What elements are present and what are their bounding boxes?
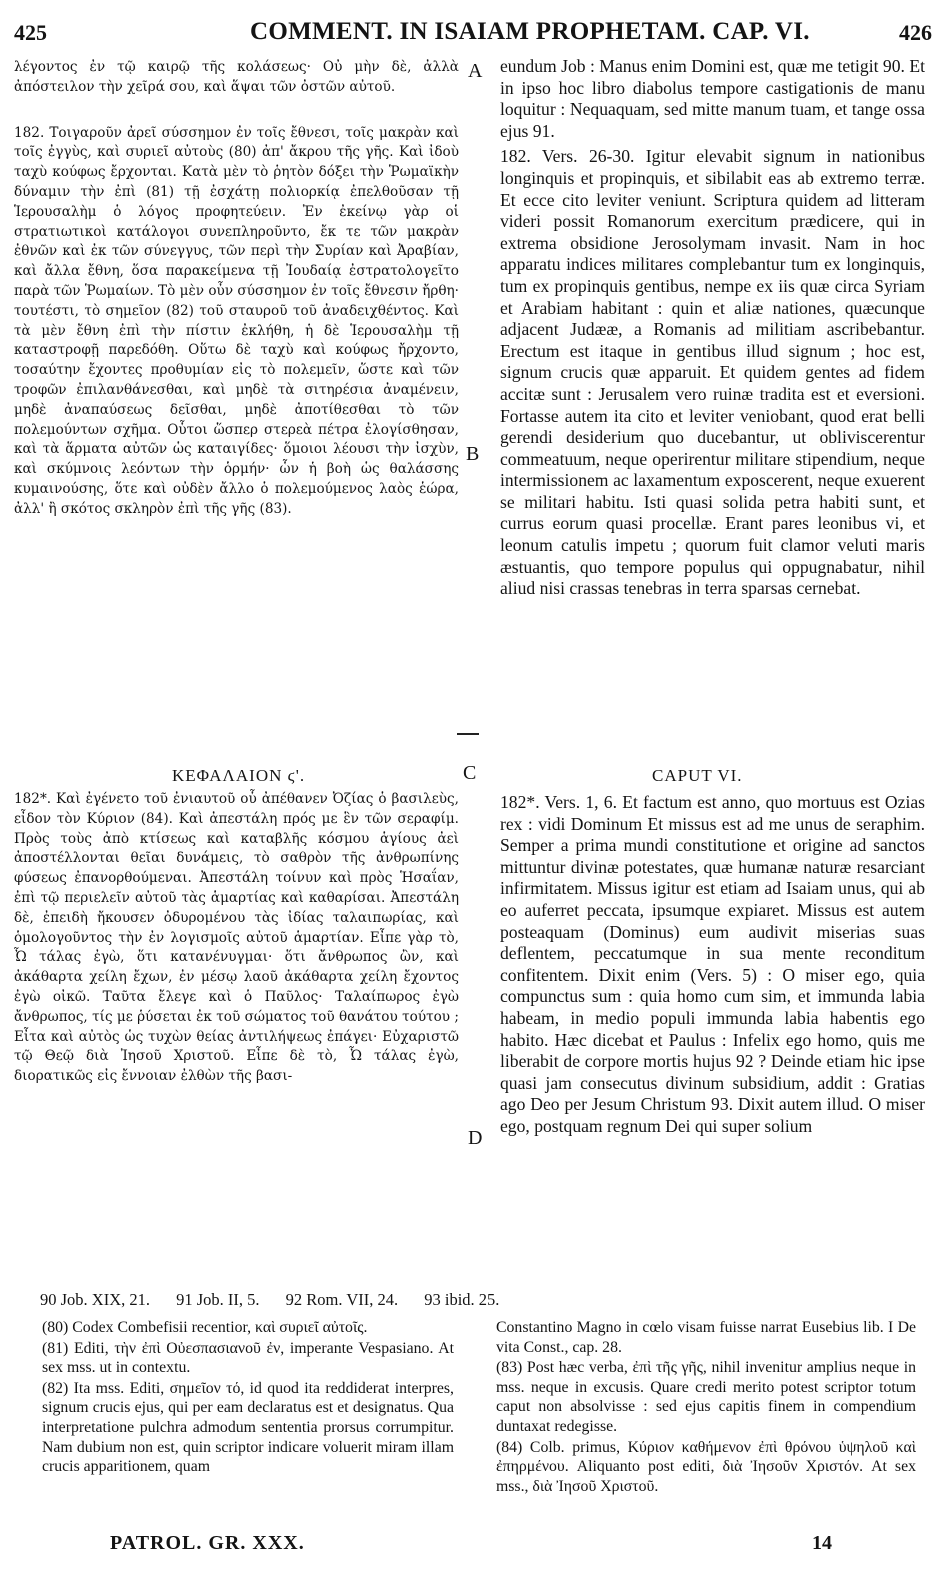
greek-paragraph: 182. Τοιγαροῦν ἀρεῖ σύσσημον ἐν τοῖς ἔθνεσι, τοῖς μακρὰν καὶ τοῖς ἐγγὺς, καὶ συριεῖ αὐτοὺς (80) ἀπ' ἄκρου τῆς γῆς. Καὶ ἰδοὺ ταχὺ κούφως ἔρχονται. Κατὰ μὲν τὸ ῥητὸν δόξει τὴν Ῥωμαϊκὴν δύναμιν τὴν ἐπὶ (81) τῇ ἐσχάτῃ πολιορκίᾳ ἐπελθοῦσαν τῇ Ἱερουσαλὴμ ὁ λόγος προφητεύειν. Ἐν ἐκείνῳ γὰρ οἱ στρατιωτικοὶ κατάλογοι συνεπληροῦντο, ἔκ τε τῶν μακρὰν ἐθνῶν καὶ ἐκ τῶν σύνεγγυς, τῶν περὶ τὴν Συρίαν καὶ Ἀραβίαν, καὶ ἄλλα ἔθνη, ὅσα παρακείμενα τῇ Ἰουδαίᾳ ἐστρατολογεῖτο παρὰ τῶν Ῥωμαίων. Τὸ μὲν οὖν σύσσημον ἐν τοῖς ἔθνεσιν ἤρθη· τουτέστι, τὸ σημεῖον (82) τοῦ σταυροῦ τοῦ ἀναδειχθέντος. Καὶ τὰ μὲν ἔθνη ἐπὶ τὴν πίστιν ἐκλήθη, ἡ δὲ Ἱερουσαλὴμ τῇ καταστροφῇ παρεδόθη. Οὕτω δὲ ταχὺ καὶ κούφως ἤρχοντο, τοσαύτην ἔχοντες προθυμίαν εἰς τὸ πολεμεῖν, ὥστε καὶ τῶν τροφῶν ἐπιλανθάνεσθαι, καὶ μηδὲ τὰ σιτηρέσια ἀναμένειν, μηδὲ ἀναπαύσεως δεῖσθαι, μηδὲ ἀποτίθεσθαι τὸ τῶν πολεμούντων σχῆμα. Οὗτοι ὥσπερ στερεὰ πέτρα ἐλογίσθησαν, καὶ τὰ ἅρματα αὐτῶν ὡς καταιγίδες· ὅμοιοι λέουσι τὴν ἰσχὺν, καὶ σκύμνοις λεόντων τὴν ὁρμήν· ὧν ἡ βοὴ ὡς θαλάσσης κυμαινούσης, ὅτε καὶ οὐδὲν ἄλλο ὁ πολεμούμενος λαὸς ἑώρα, ἀλλ' ἢ σκότος σκληρὸν ἐπὶ τῆς γῆς (83). <box>14 124 459 517</box>
gathering-number: 14 <box>812 1532 832 1554</box>
note: (83) Post hæc verba, ἐπὶ τῆς γῆς, nihil invenitur amplius neque in mss. neque in excusis. Quare credi merito potest scriptor totum caput non absolvisse : sed ejus capitis finem in compendium duntaxat redegisse. <box>496 1359 916 1435</box>
chapter-latin-column <box>500 792 925 1138</box>
footnote-ref: 91 Job. II, 5. <box>176 1290 260 1309</box>
margin-letter-d: D <box>468 1127 483 1149</box>
margin-letter-b: B <box>466 443 480 465</box>
chapter-greek-column <box>14 790 459 1087</box>
footnote-ref: 93 ibid. 25. <box>424 1290 500 1309</box>
note: (80) Codex Combefisii recentior, καὶ συριεῖ αὐτοῖς. <box>42 1319 368 1336</box>
notes-left-column <box>42 1318 454 1478</box>
footnote-ref: 92 Rom. VII, 24. <box>285 1290 399 1309</box>
margin-letter-a: A <box>468 60 483 82</box>
greek-chapter-heading: ΚΕΦΑΛΑΙΟΝ ϛ'. <box>172 766 306 785</box>
footnote-ref: 90 Job. XIX, 21. <box>40 1290 150 1309</box>
volume-signature: PATROL. GR. XXX. <box>110 1532 305 1554</box>
page-number-left: 425 <box>14 20 47 45</box>
running-title: COMMENT. IN ISAIAM PROPHETAM. CAP. VI. <box>250 18 810 45</box>
greek-paragraph: λέγοντος ἐν τῷ καιρῷ τῆς κολάσεως· Οὐ μὴν δὲ, ἀλλὰ ἀπόστειλον τὴν χεῖρά σου, καὶ ἅψαι τῶν ὀστῶν αὐτοῦ. <box>14 59 459 95</box>
greek-paragraph: 182*. Καὶ ἐγένετο τοῦ ἐνιαυτοῦ οὗ ἀπέθανεν Ὀζίας ὁ βασιλεὺς, εἶδον τὸν Κύριον (84). Καὶ ἀπεστάλη πρός με ἓν τῶν σεραφίμ. Πρὸς τοὺς ἀπὸ κτίσεως καὶ καταβλῆς κόσμου ἁγίους ἀεὶ ἀποστέλλονται θεῖαι δυνάμεις, τὸ σαθρὸν τῆς ἀνθρωπίνης φύσεως ἐπανορθούμεναι. Ἀπεστάλη τοίνυν καὶ πρὸς Ἡσαΐαν, ἐπὶ τῷ περιελεῖν αὐτοῦ τὰς ἁμαρτίας καὶ καθαρίσαι. Ἀπεστάλη δὲ, ἐπειδὴ ἤκουσεν ὀδυρομένου τὰς ἰδίας ταλαιπωρίας, καὶ ὁμολογοῦντος τὴν ἐν λογισμοῖς αὐτοῦ ἁμαρτίαν. Εἶπε γὰρ τὸ, Ὦ τάλας ἐγὼ, ὅτι κατανένυγμαι· ὅτι ἄνθρωπος ὢν, καὶ ἀκάθαρτα χείλη ἔχων, ἐν μέσῳ λαοῦ ἀκάθαρτα χείλη ἔχοντος ἐγὼ οἰκῶ. Ταῦτα ἔλεγε καὶ ὁ Παῦλος· Ταλαίπωρος ἐγὼ ἄνθρωπος, τίς με ῥύσεται ἐκ τοῦ σώματος τοῦ θανάτου τούτου ; Εἶτα καὶ αὐτὸς ὡς τυχὼν θείας ἀντιλήψεως ἐπάγει· Εὐχαριστῶ τῷ Θεῷ διὰ Ἰησοῦ Χριστοῦ. Εἶπε δὲ τὸ, Ὦ τάλας ἐγὼ, διορατικῶς εἰς ἔννοιαν ἐλθὼν τῆς βασι- <box>14 791 459 1085</box>
note: (84) Colb. primus, Κύριον καθήμενον ἐπὶ θρόνου ὑψηλοῦ καὶ ἐπηρμένου. Aliquanto post editi, διὰ Ἰησοῦν Χριστόν. At sex mss., διὰ Ἰησοῦ Χριστοῦ. <box>496 1438 916 1495</box>
latin-chapter-heading: CAPUT VI. <box>652 766 743 785</box>
footnote-references <box>40 1290 910 1310</box>
latin-paragraph: 182*. Vers. 1, 6. Et factum est anno, quo mortuus est Ozias rex : vidi Dominum Et missus est ad me unus de seraphim. Semper a prima mundi constitutione et origine ad sanctos mittuntur divinæ potestates, quæ humanæ naturæ resarciant infirmitatem. Missus igitur est etiam ad Isaiam unus, qui ab eo auferret peccata, ipsumque expiaret. Missus est autem posteaquam (Dominus) eum audivit miserias suas deflentem, peccatumque in sua mente reconditum confitentem. Dixit enim (Vers. 5) : O miser ego, quia compunctus sum : quia homo cum sim, et immunda labia habeam, in medio populi immunda labia habentis ego habito. Hæc dicebat et Paulus : Infelix ego homo, quis me liberabit de corpore mortis hujus 92 ? Deinde etiam hic ipse quasi jam consecutus divinum subsidium, addit : Gratias ago Deo per Jesum Christum 93. Dixit autem illud. O miser ego, postquam regnum Dei qui super solium <box>500 792 925 1136</box>
section-divider <box>457 733 479 735</box>
notes-right-column <box>496 1318 916 1497</box>
note: (81) Editi, τὴν ἐπὶ Οὐεσπασιανοῦ ἐν, imperante Vespasiano. At sex mss. ut in contextu. <box>42 1339 454 1377</box>
margin-letter-c: C <box>463 762 477 784</box>
top-latin-column <box>500 56 925 600</box>
page-number-right: 426 <box>899 20 932 45</box>
note: (82) Ita mss. Editi, σημεῖον τό, id quod ita reddiderat interpres, signum crucis ejus, qui per eam declaratus est et designatus. Qua interpretatione pulchra admodum sententia prorsus corrumpitur. Nam dubium non est, quin scriptor indicare voluerit miram illam crucis apparitionem, quam <box>42 1379 454 1476</box>
running-header <box>0 14 952 48</box>
latin-paragraph: eundum Job : Manus enim Domini est, quæ me tetigit 90. Et in ipso hoc libro diabolus tempore castigationis de manu loquitur : Nequaquam, sed mitte manum tuam, et tange ossa ejus 91. <box>500 56 925 141</box>
latin-paragraph: 182. Vers. 26-30. Igitur elevabit signum in nationibus longinquis et propinquis, et sibilabit eas ab extremo terræ. Et ecce cito leviter veniunt. Scriptura quidem ad litteram videri possit Romanorum exercitum prædicere, qui in extrema obsidione Jerosolymam invasit. Nam in hoc apparatu indices militares complebantur tum ex longinquis, tum ex propinquis gentibus, nempe ex iis quæ circa Syriam et Arabiam habitant : quin et aliæ nationes, quæcunque adjacent Judææ, a Romanis ad militiam ascribebantur. Erectum est itaque in gentibus illud signum ; hoc est, signum crucis quæ apparuit. Et quidem gentes ad fidem accitæ sunt : Jerusalem vero ruinæ tradita est et eversioni. Fortasse autem ita cito et leviter veniobant, quod erat belli gerendi desiderium quo ducebantur, ut obliviscerentur commeatuum, neque operirentur militare stipendium, neque intermissionem ac laxamentum exposcerent, neque exuerent se militari habitu. Isti quasi solida petra habiti sunt, et currus eorum quasi procellæ. Erant pares leonibus vi, et leonum catulis impetu ; quorum fuit clamor veluti maris æstuantis, quo tempore populus qui oppugnabatur, nihil aliud nisi crassas tenebras in terra sparsas cernebat. <box>500 146 925 599</box>
note: Constantino Magno in cœlo visam fuisse narrat Eusebius lib. I De vita Const., cap. 28. <box>496 1319 916 1356</box>
top-greek-column <box>14 58 459 520</box>
